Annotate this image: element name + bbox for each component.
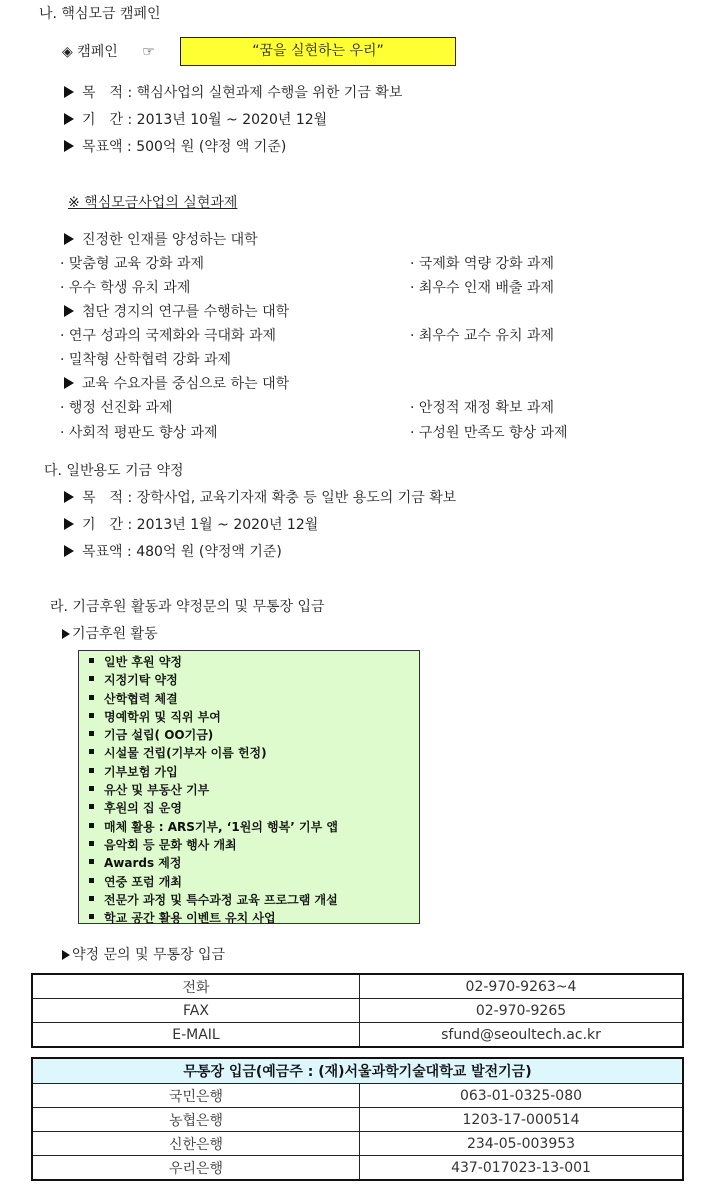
table-cell: FAX [32, 999, 360, 1023]
square-bullet-icon [89, 896, 94, 901]
bank-name: 우리은행 [32, 1156, 360, 1181]
group-heading: 첨단 경지의 연구를 수행하는 대학 [64, 303, 289, 321]
triangle-bullet-icon [64, 113, 74, 125]
table-row [32, 999, 683, 1023]
task-item: · 연구 성과의 국제화와 극대화 과제 [60, 328, 277, 344]
triangle-bullet-icon [64, 305, 74, 317]
na-bullet-period: 기 간 : 2013년 10월 ~ 2020년 12월 [64, 111, 327, 129]
list-item: 명예학위 및 직위 부여 [89, 708, 419, 726]
account-number: 063-01-0325-080 [360, 1084, 684, 1108]
square-bullet-icon [89, 713, 94, 718]
bank-name: 신한은행 [32, 1132, 360, 1156]
task-item: · 안정적 재정 확보 과제 [410, 400, 554, 416]
triangle-bullet-icon [64, 518, 74, 530]
triangle-bullet-icon [64, 233, 74, 245]
list-item: 일반 후원 약정 [89, 653, 419, 671]
activities-box [78, 650, 420, 924]
square-bullet-icon [89, 804, 94, 809]
na-bullet-target: 목표액 : 500억 원 (약정 액 기준) [64, 138, 286, 156]
table-row [32, 1132, 683, 1156]
contact-table [31, 973, 684, 1048]
list-item: 시설물 건립(기부자 이름 헌정) [89, 744, 419, 762]
square-bullet-icon [89, 731, 94, 736]
square-bullet-icon [89, 841, 94, 846]
list-item: 학교 공간 활용 이벤트 유치 사업 [89, 909, 419, 927]
list-item: 매체 활용 : ARS기부, ‘1원의 행복’ 기부 앱 [89, 818, 419, 836]
task-item: · 맞춤형 교육 강화 과제 [60, 256, 204, 272]
section-na-title: 나. 핵심모금 캠페인 [39, 6, 161, 22]
pointing-hand-icon: ☞ [142, 44, 155, 60]
account-number: 234-05-003953 [360, 1132, 684, 1156]
task-item: · 행정 선진화 과제 [60, 400, 173, 416]
triangle-bullet-icon [62, 629, 70, 639]
list-item: 후원의 집 운영 [89, 799, 419, 817]
section-da-title: 다. 일반용도 기금 약정 [44, 463, 184, 479]
phone-number: 02-970-9263~4 [360, 974, 684, 999]
list-item: 연중 포럼 개최 [89, 873, 419, 891]
table-row [32, 1108, 683, 1132]
triangle-bullet-icon [62, 950, 70, 960]
square-bullet-icon [89, 823, 94, 828]
table-cell: 전화 [32, 974, 360, 999]
square-bullet-icon [89, 695, 94, 700]
list-item: 기부보험 가입 [89, 763, 419, 781]
na-bullet-purpose: 목 적 : 핵심사업의 실현과제 수행을 위한 기금 확보 [64, 84, 402, 102]
fax-number: 02-970-9265 [360, 999, 684, 1023]
da-bullet-purpose: 목 적 : 장학사업, 교육기자재 확충 등 일반 용도의 기금 확보 [64, 489, 456, 507]
list-item: Awards 제정 [89, 854, 419, 872]
bank-account-table [31, 1057, 684, 1181]
table-header-row [32, 1058, 683, 1084]
task-item: · 최우수 교수 유치 과제 [410, 328, 554, 344]
table-row [32, 1156, 683, 1181]
bank-table-header: 무통장 입금(예금주 : (재)서울과학기술대학교 발전기금) [32, 1058, 683, 1084]
list-item: 음악회 등 문화 행사 개최 [89, 836, 419, 854]
contact-heading: 약정 문의 및 무통장 입금 [62, 946, 225, 964]
square-bullet-icon [89, 658, 94, 663]
list-item: 산학협력 체결 [89, 690, 419, 708]
da-bullet-period: 기 간 : 2013년 1월 ~ 2020년 12월 [64, 516, 318, 534]
list-item: 기금 설립( OO기금) [89, 726, 419, 744]
activities-heading: 기금후원 활동 [62, 625, 158, 643]
table-cell: E-MAIL [32, 1023, 360, 1048]
triangle-bullet-icon [64, 140, 74, 152]
square-bullet-icon [89, 859, 94, 864]
square-bullet-icon [89, 878, 94, 883]
square-bullet-icon [89, 749, 94, 754]
table-row [32, 1023, 683, 1048]
campaign-slogan-box: “꿈을 실현하는 우리” [180, 37, 456, 66]
square-bullet-icon [89, 768, 94, 773]
section-ra-title: 라. 기금후원 활동과 약정문의 및 무통장 입금 [50, 599, 325, 615]
square-bullet-icon [89, 914, 94, 919]
list-item: 지정기탁 약정 [89, 671, 419, 689]
campaign-label: ◈ 캠페인 ☞ [62, 44, 155, 60]
group-heading: 진정한 인재를 양성하는 대학 [64, 231, 258, 249]
task-item: · 밀착형 산학협력 강화 과제 [60, 352, 232, 368]
square-bullet-icon [89, 676, 94, 681]
table-row [32, 1084, 683, 1108]
account-number: 437-017023-13-001 [360, 1156, 684, 1181]
table-row [32, 974, 683, 999]
square-bullet-icon [89, 786, 94, 791]
task-item: · 사회적 평판도 향상 과제 [60, 425, 218, 441]
task-item: · 최우수 인재 배출 과제 [410, 280, 554, 296]
task-item: · 국제화 역량 강화 과제 [410, 256, 554, 272]
core-tasks-note: ※ 핵심모금사업의 실현과제 [68, 195, 238, 211]
task-item: · 우수 학생 유치 과제 [60, 280, 191, 296]
bank-name: 농협은행 [32, 1108, 360, 1132]
diamond-bullet-icon: ◈ [62, 44, 73, 60]
bank-name: 국민은행 [32, 1084, 360, 1108]
triangle-bullet-icon [64, 377, 74, 389]
activities-list [79, 651, 419, 927]
email-address: sfund@seoultech.ac.kr [360, 1023, 684, 1048]
list-item: 전문가 과정 및 특수과정 교육 프로그램 개설 [89, 891, 419, 909]
triangle-bullet-icon [64, 545, 74, 557]
da-bullet-target: 목표액 : 480억 원 (약정액 기준) [64, 543, 282, 561]
list-item: 유산 및 부동산 기부 [89, 781, 419, 799]
group-heading: 교육 수요자를 중심으로 하는 대학 [64, 375, 289, 393]
triangle-bullet-icon [64, 86, 74, 98]
task-item: · 구성원 만족도 향상 과제 [410, 425, 568, 441]
triangle-bullet-icon [64, 491, 74, 503]
account-number: 1203-17-000514 [360, 1108, 684, 1132]
